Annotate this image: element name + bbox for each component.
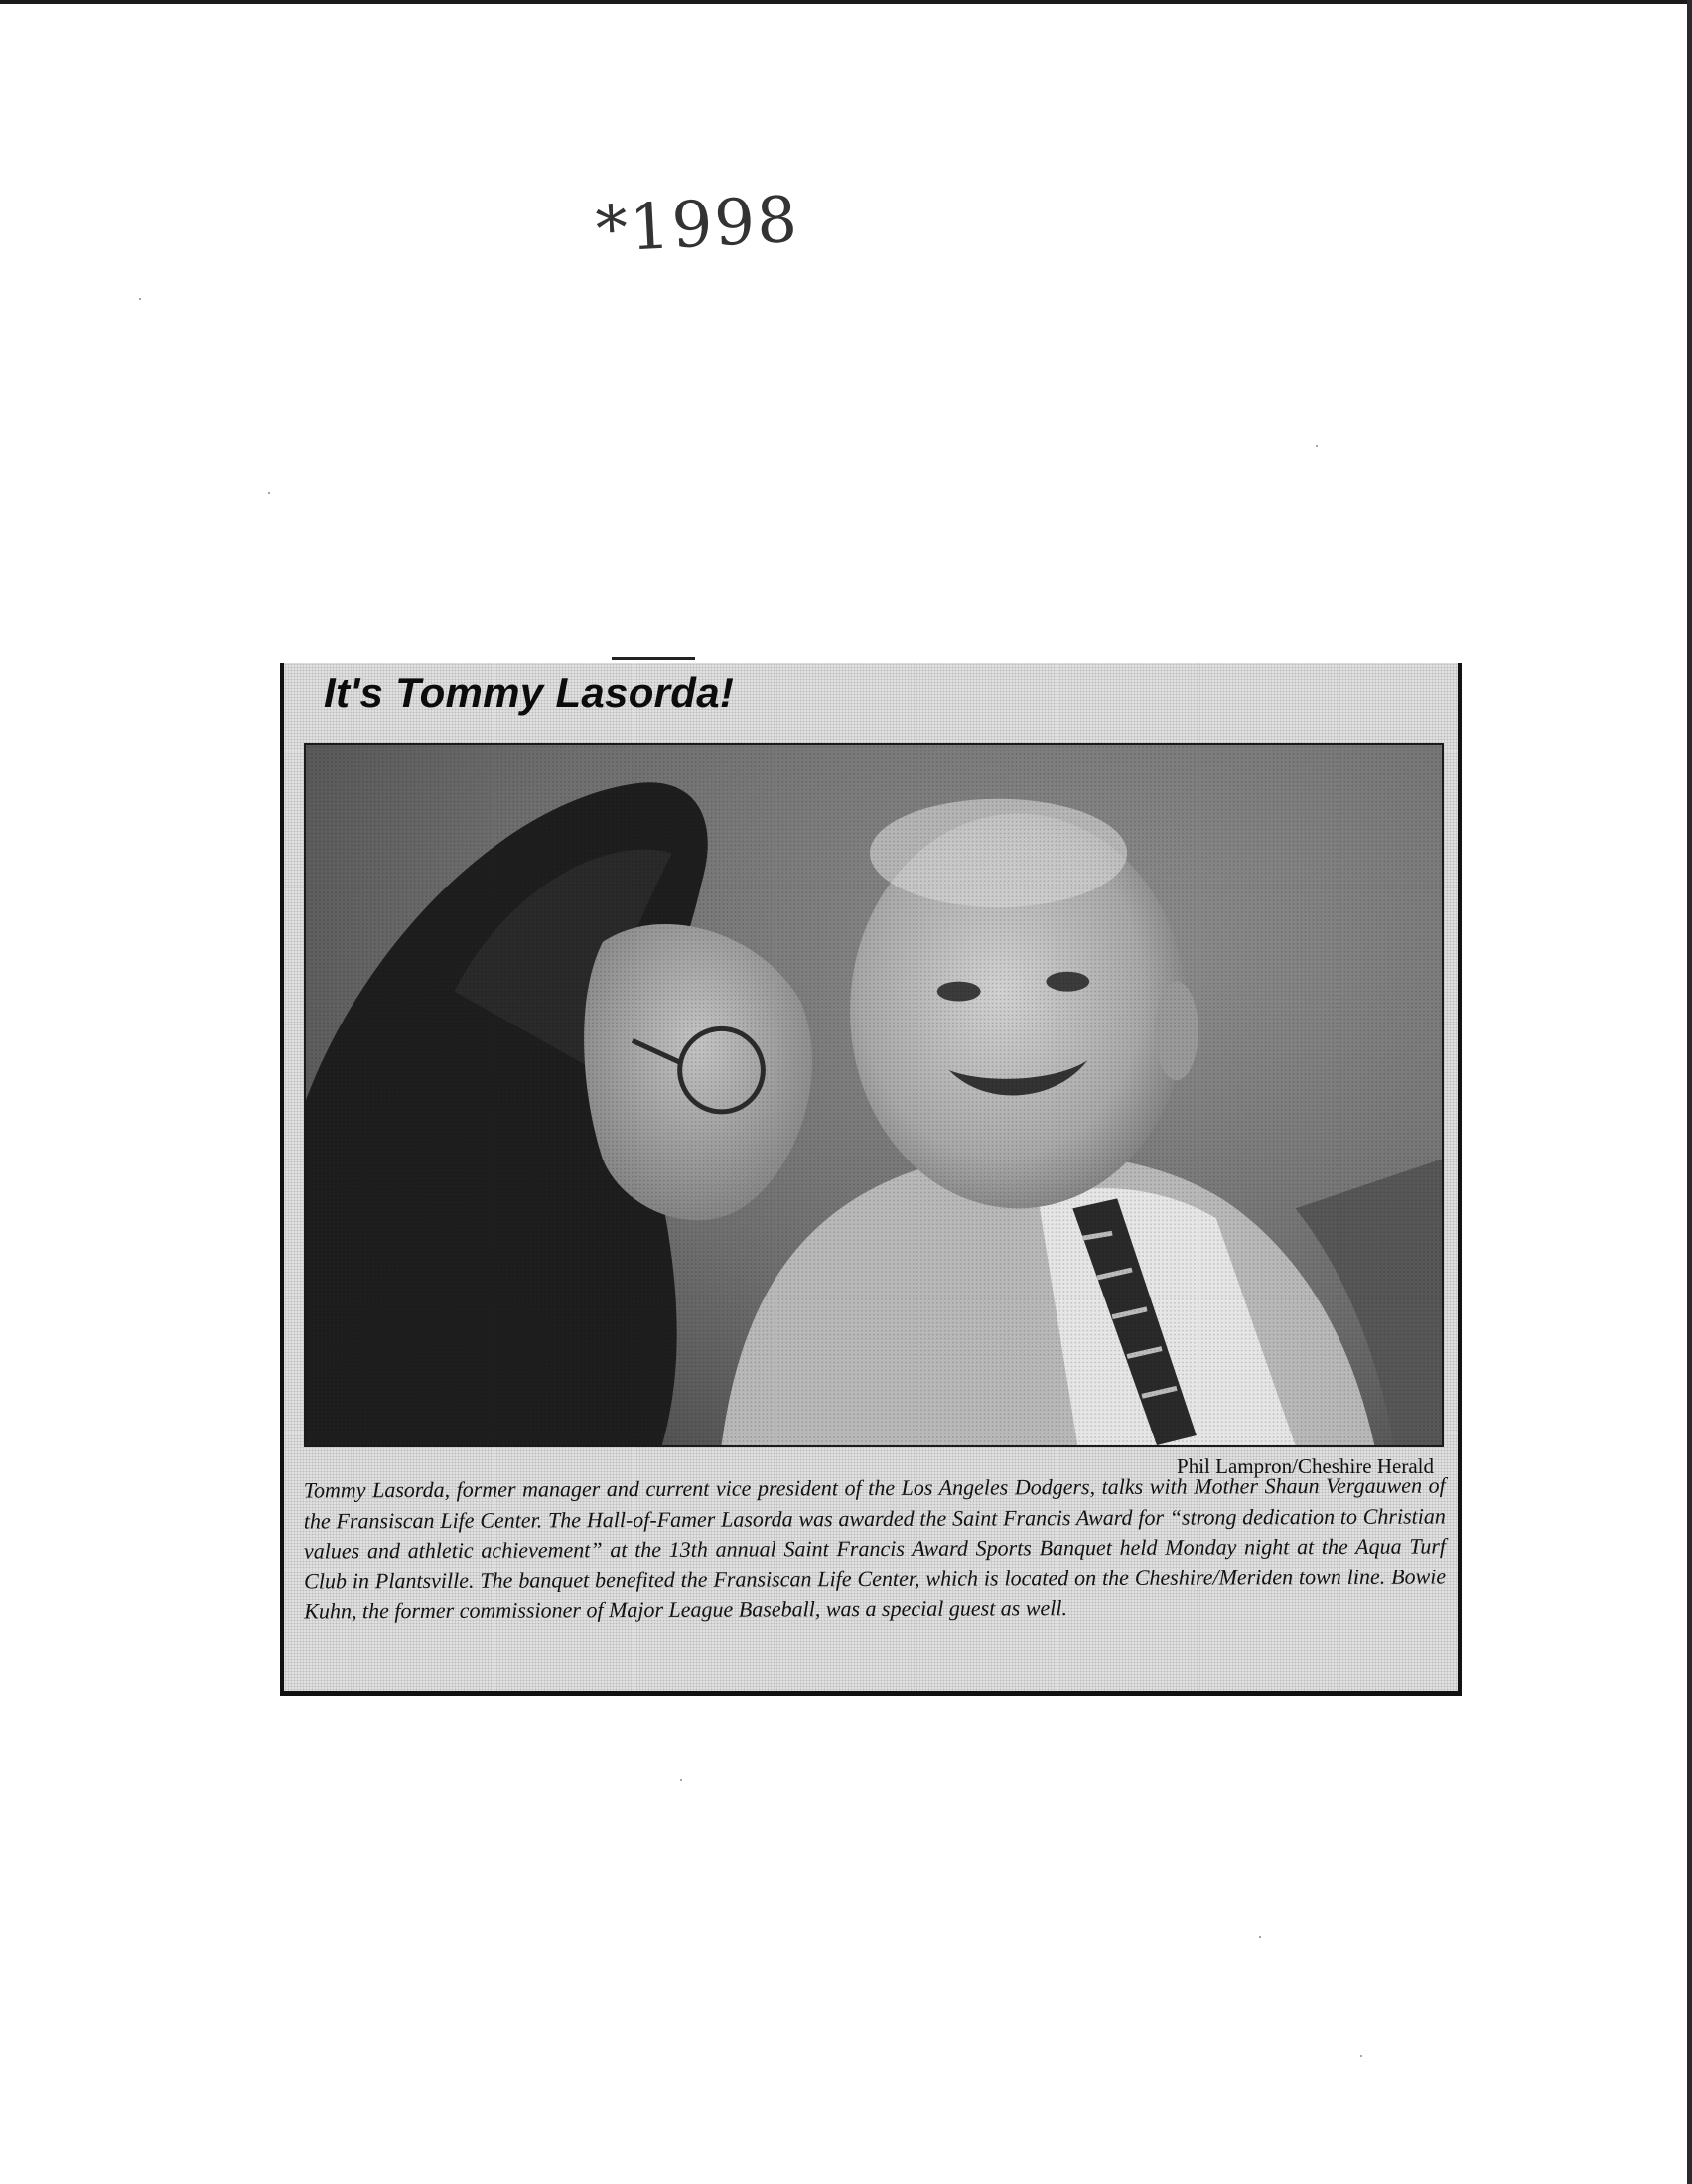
photo-caption: Tommy Lasorda, former manager and current vice president of the Los Angeles Dodgers, talks with Mother Shaun Vergauwen of the Fransiscan Life Center. The Hall-of-Famer Lasorda was awarded the Saint Francis Award for “strong dedication to Christian values and athletic achievement” at the 13th annual Saint Francis Award Sports Banquet held Monday night at the Aqua Turf Club in Plantsville. The banquet benefited the Fransiscan Life Center, which is located on the Cheshire/Meriden town line. Bowie Kuhn, the former commissioner of Major League Baseball, was a special guest as well.: [303, 1472, 1447, 1624]
scan-speck: [139, 298, 141, 300]
scan-speck: [268, 492, 270, 494]
news-photo-illustration: [306, 745, 1442, 1445]
scan-speck: [1259, 1936, 1261, 1938]
clipping-top-mark: [612, 657, 695, 660]
scan-top-edge: [0, 0, 1692, 4]
clipping-headline: It's Tommy Lasorda!: [324, 669, 735, 716]
scan-speck: [1360, 2055, 1362, 2057]
scan-speck: [680, 1779, 682, 1781]
photo-credit: Phil Lampron/Cheshire Herald: [1177, 1454, 1434, 1478]
scan-speck: [1316, 445, 1318, 447]
newspaper-clipping: [280, 663, 1462, 1696]
news-photo: [304, 743, 1444, 1447]
handwritten-year-note: *1998: [594, 183, 801, 268]
scan-right-edge: [1687, 0, 1692, 2184]
